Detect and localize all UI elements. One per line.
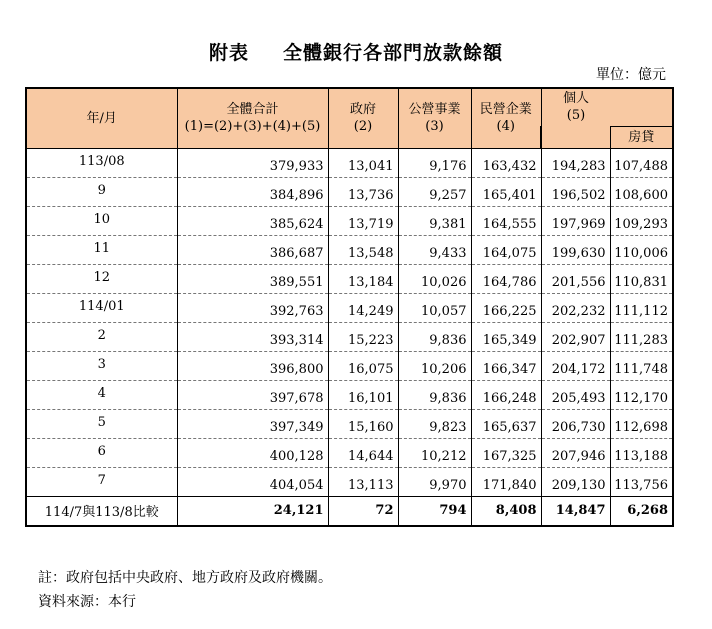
cell-total: 396,800 bbox=[177, 351, 328, 380]
cell-private-enterprise: 166,225 bbox=[471, 293, 541, 322]
cell-period: 114/7與113/8比較 bbox=[26, 496, 177, 526]
cell-individual: 14,847 bbox=[541, 496, 610, 526]
cell-housing: 107,488 bbox=[610, 148, 673, 177]
cell-individual: 204,172 bbox=[541, 351, 610, 380]
cell-total: 384,896 bbox=[177, 177, 328, 206]
cell-total: 385,624 bbox=[177, 206, 328, 235]
cell-public-enterprise: 9,176 bbox=[398, 148, 471, 177]
table-row bbox=[26, 264, 673, 293]
cell-individual: 206,730 bbox=[541, 409, 610, 438]
cell-private-enterprise: 167,325 bbox=[471, 438, 541, 467]
notes bbox=[38, 566, 332, 614]
cell-period: 11 bbox=[26, 235, 177, 264]
header-public-enterprise: 公營事業 (3) bbox=[398, 88, 471, 148]
cell-total: 393,314 bbox=[177, 322, 328, 351]
cell-housing: 113,188 bbox=[610, 438, 673, 467]
cell-housing: 112,170 bbox=[610, 380, 673, 409]
table-row bbox=[26, 409, 673, 438]
table-row bbox=[26, 235, 673, 264]
cell-individual: 201,556 bbox=[541, 264, 610, 293]
cell-individual: 194,283 bbox=[541, 148, 610, 177]
cell-individual: 202,907 bbox=[541, 322, 610, 351]
cell-private-enterprise: 165,401 bbox=[471, 177, 541, 206]
cell-total: 392,763 bbox=[177, 293, 328, 322]
cell-individual: 202,232 bbox=[541, 293, 610, 322]
header-government: 政府 (2) bbox=[328, 88, 398, 148]
table-row bbox=[26, 177, 673, 206]
cell-total: 397,349 bbox=[177, 409, 328, 438]
cell-public-enterprise: 9,836 bbox=[398, 380, 471, 409]
note-source: 資料來源：本行 bbox=[38, 594, 136, 610]
cell-private-enterprise: 164,075 bbox=[471, 235, 541, 264]
cell-public-enterprise: 10,057 bbox=[398, 293, 471, 322]
cell-period: 9 bbox=[26, 177, 177, 206]
cell-private-enterprise: 165,637 bbox=[471, 409, 541, 438]
header-housing: 房貸 bbox=[610, 126, 673, 148]
unit-label: 單位：億元 bbox=[596, 67, 666, 83]
cell-total: 379,933 bbox=[177, 148, 328, 177]
cell-public-enterprise: 9,381 bbox=[398, 206, 471, 235]
cell-government: 16,101 bbox=[328, 380, 398, 409]
cell-government: 15,160 bbox=[328, 409, 398, 438]
cell-private-enterprise: 171,840 bbox=[471, 467, 541, 496]
cell-period: 113/08 bbox=[26, 148, 177, 177]
cell-private-enterprise: 163,432 bbox=[471, 148, 541, 177]
cell-public-enterprise: 9,970 bbox=[398, 467, 471, 496]
cell-period: 114/01 bbox=[26, 293, 177, 322]
header-total: 全體合計 (1)=(2)+(3)+(4)+(5) bbox=[177, 88, 328, 148]
cell-private-enterprise: 164,786 bbox=[471, 264, 541, 293]
cell-period: 12 bbox=[26, 264, 177, 293]
table-row bbox=[26, 380, 673, 409]
cell-government: 13,719 bbox=[328, 206, 398, 235]
cell-public-enterprise: 10,206 bbox=[398, 351, 471, 380]
table-body bbox=[26, 148, 673, 526]
cell-housing: 111,112 bbox=[610, 293, 673, 322]
header-individual: 個人 (5) bbox=[541, 88, 673, 126]
cell-period: 10 bbox=[26, 206, 177, 235]
table-row bbox=[26, 438, 673, 467]
cell-housing: 111,283 bbox=[610, 322, 673, 351]
cell-individual: 199,630 bbox=[541, 235, 610, 264]
cell-private-enterprise: 166,347 bbox=[471, 351, 541, 380]
cell-period: 3 bbox=[26, 351, 177, 380]
cell-total: 386,687 bbox=[177, 235, 328, 264]
loan-balance-table bbox=[25, 87, 674, 527]
cell-private-enterprise: 8,408 bbox=[471, 496, 541, 526]
cell-public-enterprise: 9,823 bbox=[398, 409, 471, 438]
cell-housing: 111,748 bbox=[610, 351, 673, 380]
cell-government: 13,041 bbox=[328, 148, 398, 177]
cell-government: 72 bbox=[328, 496, 398, 526]
cell-total: 389,551 bbox=[177, 264, 328, 293]
cell-government: 13,113 bbox=[328, 467, 398, 496]
cell-individual: 209,130 bbox=[541, 467, 610, 496]
cell-housing: 113,756 bbox=[610, 467, 673, 496]
cell-public-enterprise: 9,433 bbox=[398, 235, 471, 264]
note-government: 註：政府包括中央政府、地方政府及政府機關。 bbox=[38, 570, 332, 586]
cell-total: 400,128 bbox=[177, 438, 328, 467]
table-row bbox=[26, 206, 673, 235]
page-title bbox=[0, 38, 712, 65]
header-individual-spacer bbox=[541, 126, 610, 148]
cell-private-enterprise: 166,248 bbox=[471, 380, 541, 409]
cell-public-enterprise: 794 bbox=[398, 496, 471, 526]
cell-housing: 6,268 bbox=[610, 496, 673, 526]
cell-individual: 196,502 bbox=[541, 177, 610, 206]
cell-period: 4 bbox=[26, 380, 177, 409]
table-row bbox=[26, 293, 673, 322]
cell-private-enterprise: 164,555 bbox=[471, 206, 541, 235]
cell-housing: 108,600 bbox=[610, 177, 673, 206]
cell-period: 7 bbox=[26, 467, 177, 496]
cell-total: 404,054 bbox=[177, 467, 328, 496]
cell-housing: 112,698 bbox=[610, 409, 673, 438]
cell-public-enterprise: 10,212 bbox=[398, 438, 471, 467]
cell-individual: 197,969 bbox=[541, 206, 610, 235]
table-row bbox=[26, 351, 673, 380]
title-main: 全體銀行各部門放款餘額 bbox=[283, 42, 504, 64]
cell-individual: 207,946 bbox=[541, 438, 610, 467]
cell-period: 5 bbox=[26, 409, 177, 438]
cell-individual: 205,493 bbox=[541, 380, 610, 409]
comparison-row bbox=[26, 496, 673, 526]
cell-private-enterprise: 165,349 bbox=[471, 322, 541, 351]
cell-housing: 110,006 bbox=[610, 235, 673, 264]
cell-government: 15,223 bbox=[328, 322, 398, 351]
title-prefix: 附表 bbox=[208, 42, 249, 64]
cell-public-enterprise: 10,026 bbox=[398, 264, 471, 293]
cell-government: 14,249 bbox=[328, 293, 398, 322]
cell-housing: 110,831 bbox=[610, 264, 673, 293]
cell-total: 24,121 bbox=[177, 496, 328, 526]
cell-period: 6 bbox=[26, 438, 177, 467]
cell-public-enterprise: 9,257 bbox=[398, 177, 471, 206]
cell-housing: 109,293 bbox=[610, 206, 673, 235]
cell-government: 13,736 bbox=[328, 177, 398, 206]
table-row bbox=[26, 322, 673, 351]
cell-public-enterprise: 9,836 bbox=[398, 322, 471, 351]
cell-government: 13,548 bbox=[328, 235, 398, 264]
table-row bbox=[26, 148, 673, 177]
table-row bbox=[26, 467, 673, 496]
cell-government: 13,184 bbox=[328, 264, 398, 293]
header-private-enterprise: 民營企業 (4) bbox=[471, 88, 541, 148]
cell-period: 2 bbox=[26, 322, 177, 351]
cell-government: 16,075 bbox=[328, 351, 398, 380]
header-period: 年/月 bbox=[26, 88, 177, 148]
cell-total: 397,678 bbox=[177, 380, 328, 409]
cell-government: 14,644 bbox=[328, 438, 398, 467]
